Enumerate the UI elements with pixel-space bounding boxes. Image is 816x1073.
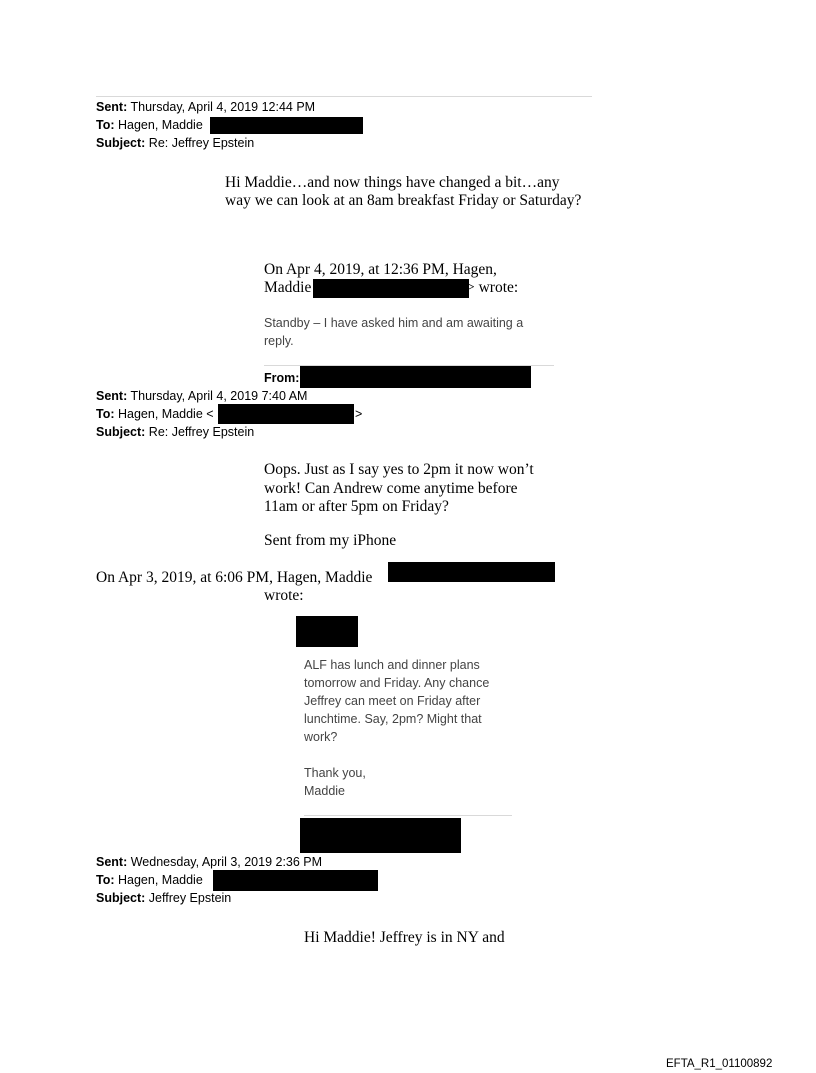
body2-line3: 11am or after 5pm on Friday?: [264, 498, 449, 515]
quote1-line1: On Apr 4, 2019, at 12:36 PM, Hagen,: [264, 261, 497, 278]
redaction-box: [300, 818, 461, 853]
subject-label: Subject:: [96, 425, 146, 439]
sent-label: Sent:: [96, 389, 128, 403]
body2-line2: work! Can Andrew come anytime before: [264, 480, 518, 497]
quote2-msg-line3: Jeffrey can meet on Friday after: [304, 694, 481, 708]
subject-value: Re: Jeffrey Epstein: [148, 425, 255, 439]
document-id: EFTA_R1_01100892: [666, 1058, 773, 1070]
subject-line-3: [96, 889, 231, 907]
sent-value: Wednesday, April 3, 2019 2:36 PM: [130, 855, 323, 869]
to-value: Hagen, Maddie: [118, 118, 203, 132]
to-line-3: [96, 871, 203, 889]
to-value: Hagen, Maddie <: [118, 407, 214, 421]
quote2-thanks: Thank you,: [304, 766, 366, 780]
to-end: >: [355, 407, 363, 421]
redaction-box: [213, 870, 378, 891]
body2-signature: Sent from my iPhone: [264, 532, 397, 549]
redaction-box: [313, 279, 469, 298]
subject-label: Subject:: [96, 891, 146, 905]
sent-label: Sent:: [96, 100, 128, 114]
quote2-line1: On Apr 3, 2019, at 6:06 PM, Hagen, Maddie: [96, 569, 373, 586]
subject-label: Subject:: [96, 136, 146, 150]
quote1-reply-line2: reply.: [264, 334, 294, 348]
quote2-msg-line2: tomorrow and Friday. Any chance: [304, 676, 490, 690]
quote2-name: Maddie: [304, 784, 345, 798]
redaction-box: [218, 404, 354, 424]
redaction-box: [210, 117, 363, 134]
quote1-reply-line1: Standby – I have asked him and am awaiting a: [264, 316, 524, 330]
redaction-box: [296, 616, 358, 647]
quote1-line2-end: > wrote:: [466, 279, 519, 296]
to-line-2: [96, 405, 214, 423]
body1-line1: Hi Maddie…and now things have changed a bit…any: [225, 174, 560, 191]
redaction-box: [300, 366, 531, 388]
redaction-box: [388, 562, 555, 582]
to-line-1: [96, 116, 203, 134]
sent-line-3: [96, 853, 322, 871]
divider: [304, 815, 512, 816]
sent-line-1: [96, 98, 315, 116]
subject-value: Re: Jeffrey Epstein: [148, 136, 255, 150]
subject-value: Jeffrey Epstein: [148, 891, 232, 905]
quote2-line2: wrote:: [264, 587, 304, 604]
from-label: From:: [264, 371, 300, 385]
quote2-msg-line4: lunchtime. Say, 2pm? Might that: [304, 712, 482, 726]
quote1-line2-name: Maddie: [264, 279, 312, 296]
subject-line-2: [96, 423, 254, 441]
sent-line-2: [96, 387, 307, 405]
top-divider: [96, 96, 592, 97]
quote2-msg-line5: work?: [304, 730, 338, 744]
quote2-msg-line1: ALF has lunch and dinner plans: [304, 658, 480, 672]
to-value: Hagen, Maddie: [118, 873, 203, 887]
body3-line1: Hi Maddie! Jeffrey is in NY and: [304, 929, 505, 946]
body1-line2: way we can look at an 8am breakfast Friday or Saturday?: [225, 192, 582, 209]
to-label: To:: [96, 118, 115, 132]
body2-line1: Oops. Just as I say yes to 2pm it now won’t: [264, 461, 534, 478]
subject-line-1: [96, 134, 254, 152]
sent-label: Sent:: [96, 855, 128, 869]
to-label: To:: [96, 873, 115, 887]
to-label: To:: [96, 407, 115, 421]
sent-value: Thursday, April 4, 2019 7:40 AM: [130, 389, 308, 403]
sent-value: Thursday, April 4, 2019 12:44 PM: [130, 100, 316, 114]
